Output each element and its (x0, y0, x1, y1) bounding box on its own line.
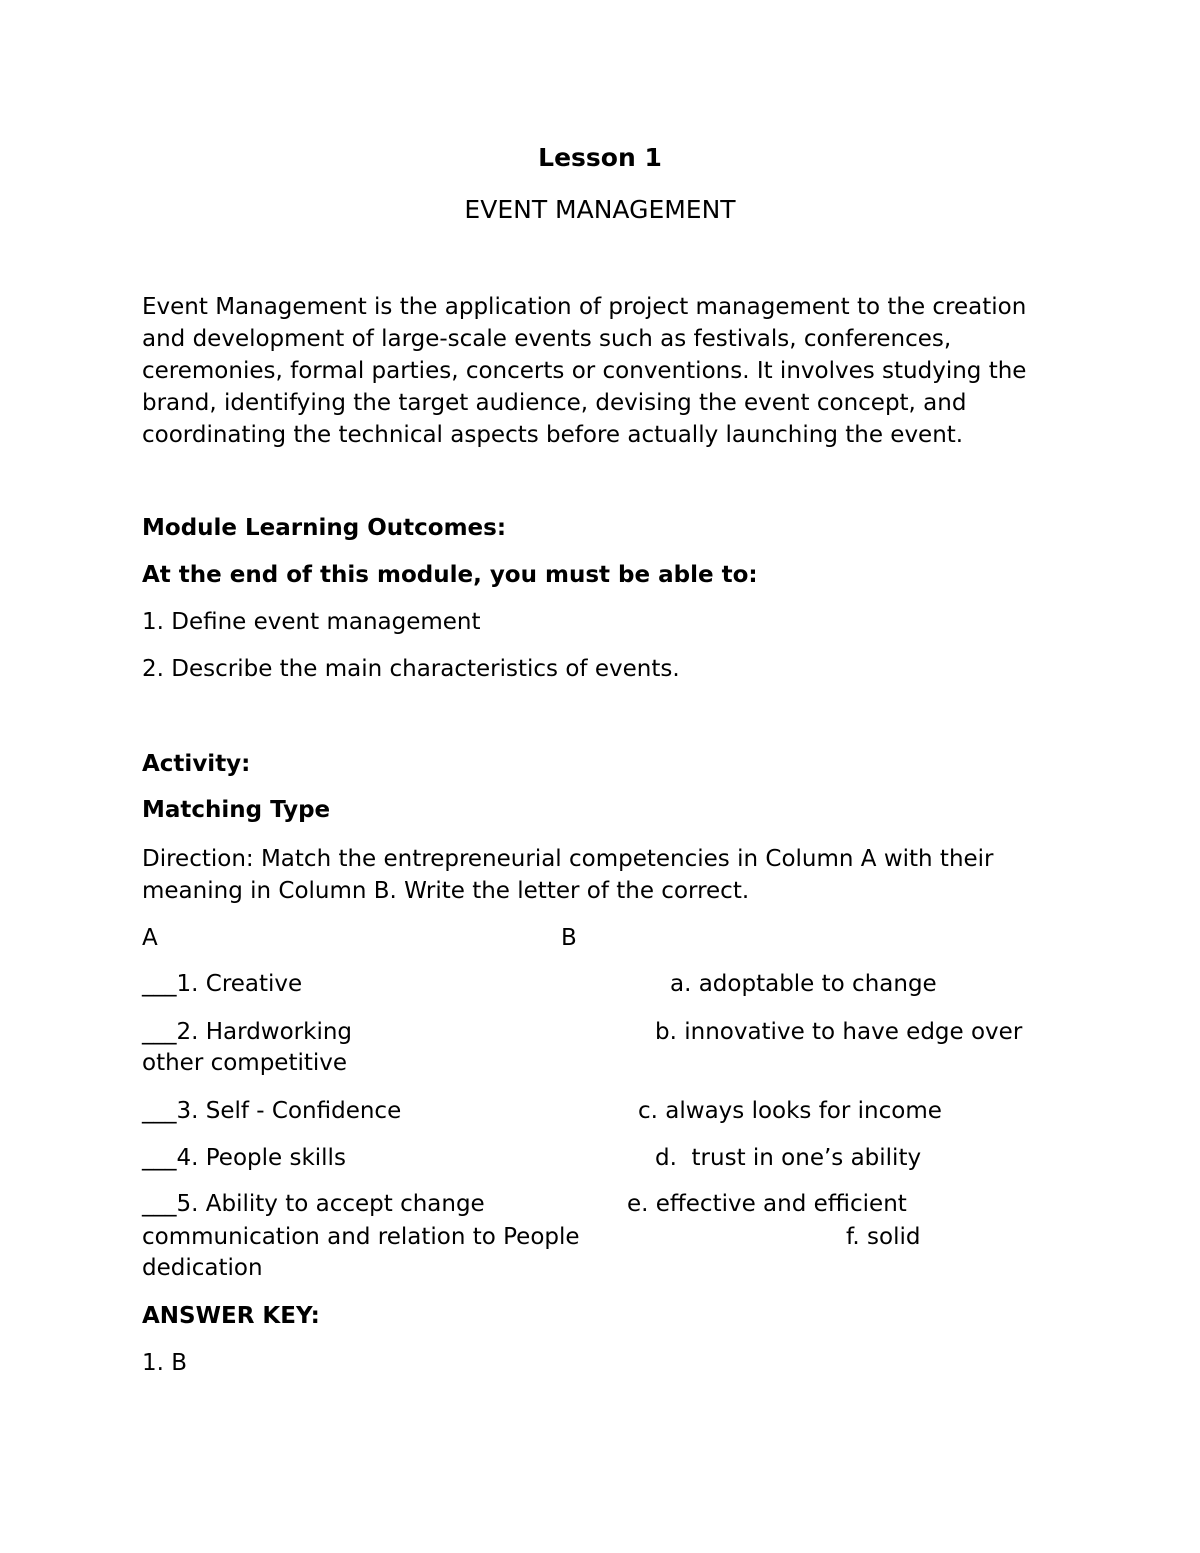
column-a-item: ___3. Self - Confidence (142, 1098, 402, 1124)
direction-line: Direction: Match the entrepreneurial competencies in Column A with their (142, 846, 994, 872)
column-a-label: A (142, 925, 158, 951)
column-b-item: c. always looks for income (638, 1098, 942, 1124)
column-b-item: a. adoptable to change (670, 971, 937, 997)
outcomes-heading: Module Learning Outcomes: (142, 515, 507, 541)
column-a-item: ___2. Hardworking (142, 1019, 353, 1045)
intro-paragraph (142, 291, 1062, 451)
intro-line: coordinating the technical aspects before actually launching the event. (142, 422, 964, 448)
column-b-item: b. innovative to have edge over (655, 1019, 1023, 1045)
column-a-item: ___1. Creative (142, 971, 303, 997)
column-b-item: e. effective and efficient (627, 1191, 907, 1217)
column-a-item: ___4. People skills (142, 1145, 346, 1171)
outcome-item: 1. Define event management (142, 609, 481, 635)
activity-heading: Activity: (142, 751, 251, 777)
answer-key-heading: ANSWER KEY: (142, 1303, 320, 1329)
outcomes-subheading: At the end of this module, you must be able to: (142, 562, 758, 588)
activity-type: Matching Type (142, 797, 331, 823)
intro-line: brand, identifying the target audience, devising the event concept, and (142, 390, 967, 416)
intro-line: Event Management is the application of project management to the creation (142, 294, 1027, 320)
intro-line: and development of large-scale events such as festivals, conferences, (142, 326, 952, 352)
column-b-item: d. trust in one’s ability (655, 1145, 922, 1171)
column-b-label: B (561, 925, 577, 951)
column-b-item: f. solid (846, 1224, 921, 1250)
direction-line: meaning in Column B. Write the letter of the correct. (142, 878, 750, 904)
answer-item: 1. B (142, 1350, 188, 1376)
wrapped-line: other competitive (142, 1050, 348, 1076)
intro-line: ceremonies, formal parties, concerts or conventions. It involves studying the (142, 358, 1027, 384)
direction-paragraph (142, 843, 1062, 907)
lesson-title: Lesson 1 (538, 143, 662, 172)
main-title: EVENT MANAGEMENT (464, 195, 736, 224)
wrapped-line: dedication (142, 1255, 263, 1281)
wrapped-line: communication and relation to People (142, 1224, 580, 1250)
outcome-item: 2. Describe the main characteristics of events. (142, 656, 680, 682)
column-a-item: ___5. Ability to accept change (142, 1191, 485, 1217)
